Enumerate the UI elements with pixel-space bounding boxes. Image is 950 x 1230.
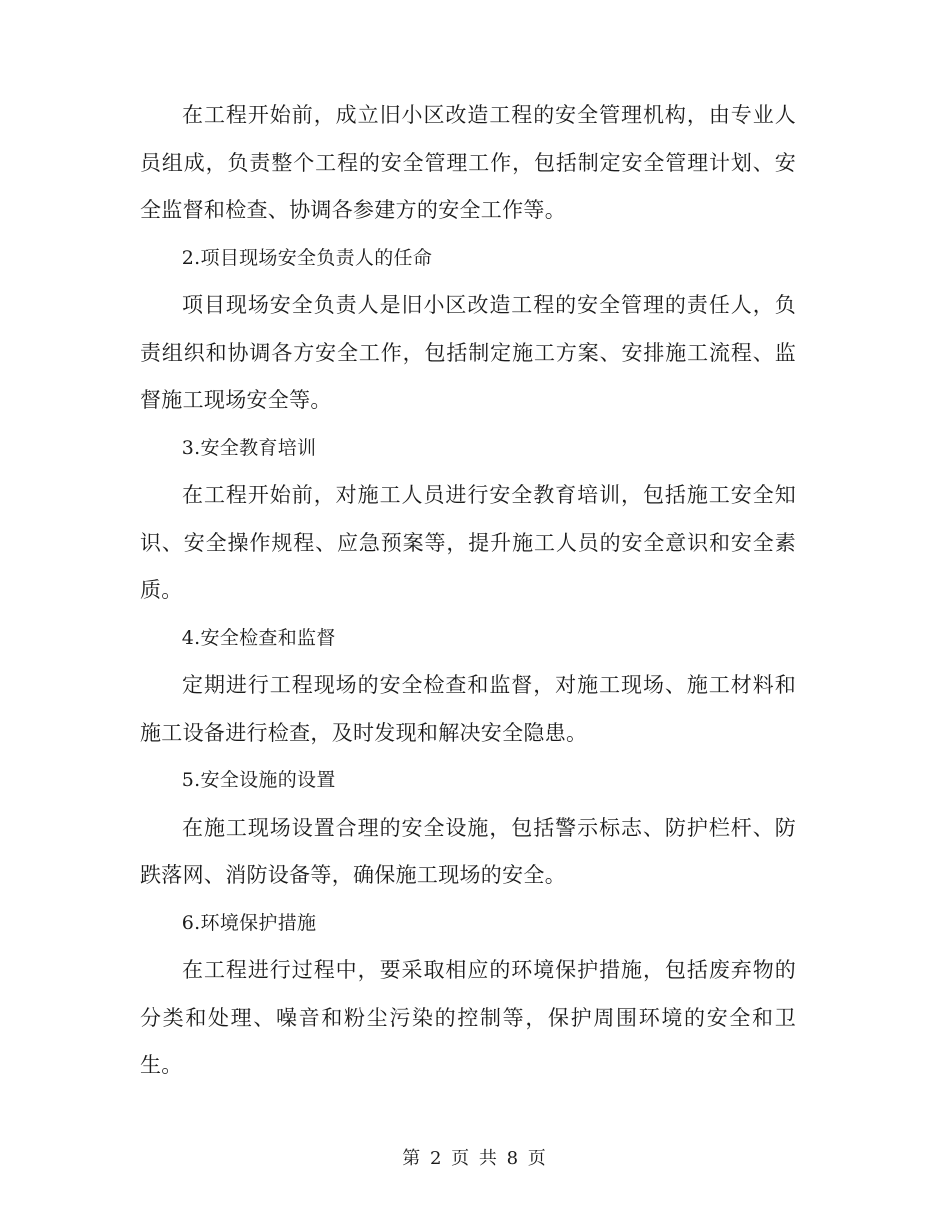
heading-safety-lead: 2.项目现场安全负责人的任命 [181, 246, 433, 269]
page-number-footer: 第 2 页 共 8 页 [402, 1148, 548, 1169]
heading-inspection: 4.安全检查和监督 [181, 626, 336, 649]
heading-training: 3.安全教育培训 [181, 436, 317, 459]
paragraph-org-structure: 在工程开始前，成立旧小区改造工程的安全管理机构，由专业人员组成，负责整个工程的安全管理工作，包括制定安全管理计划、安全监督和检查、协调各参建方的安全工作等。 [140, 103, 796, 222]
document-body [140, 92, 796, 1090]
paragraph-inspection: 定期进行工程现场的安全检查和监督，对施工现场、施工材料和施工设备进行检查，及时发现和解决安全隐患。 [140, 673, 796, 745]
heading-facilities: 5.安全设施的设置 [181, 769, 336, 791]
paragraph-safety-lead: 项目现场安全负责人是旧小区改造工程的安全管理的责任人，负责组织和协调各方安全工作，包括制定施工方案、安排施工流程、监督施工现场安全等。 [140, 293, 796, 412]
paragraph-environment: 在工程进行过程中，要采取相应的环境保护措施，包括废弃物的分类和处理、噪音和粉尘污染的控制等，保护周围环境的安全和卫生。 [140, 958, 796, 1077]
paragraph-facilities: 在施工现场设置合理的安全设施，包括警示标志、防护栏杆、防跌落网、消防设备等，确保施工现场的安全。 [140, 815, 796, 887]
paragraph-training: 在工程开始前，对施工人员进行安全教育培训，包括施工安全知识、安全操作规程、应急预案等，提升施工人员的安全意识和安全素质。 [140, 483, 796, 602]
heading-environment: 6.环境保护措施 [181, 911, 317, 934]
